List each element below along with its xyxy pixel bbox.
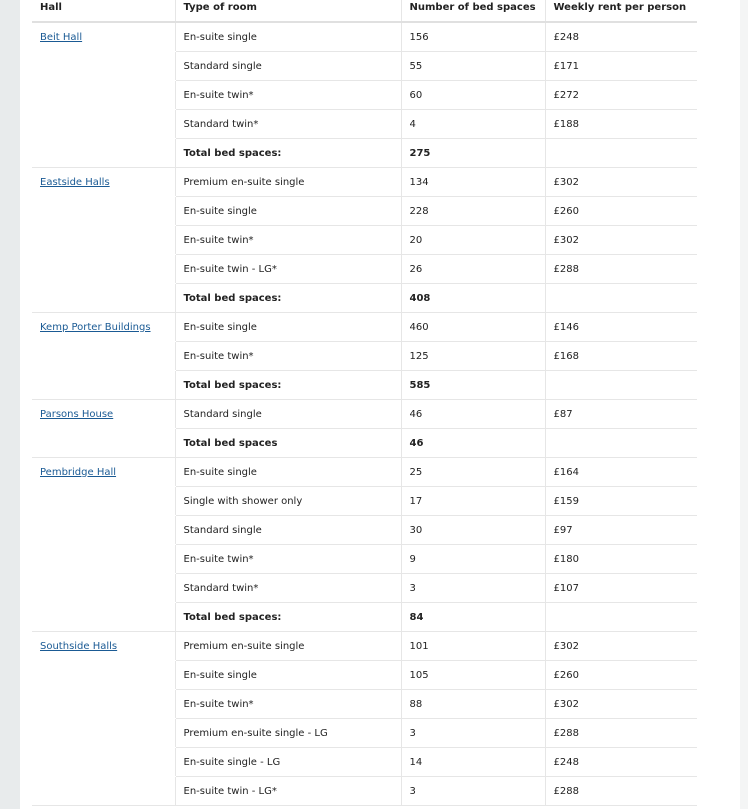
cell-hall [32,342,175,371]
table-total-row [32,284,697,313]
table-row [32,342,697,371]
cell-hall [32,110,175,139]
cell-bed-spaces: 20 [401,226,545,255]
cell-bed-spaces: 3 [401,719,545,748]
cell-room-type: En-suite single [175,661,401,690]
cell-room-type: En-suite twin* [175,342,401,371]
cell-room-type: Total bed spaces: [175,603,401,632]
cell-weekly-rent [545,429,697,458]
cell-weekly-rent: £97 [545,516,697,545]
hall-link[interactable]: Southside Halls [40,640,118,652]
cell-room-type: Premium en-suite single [175,168,401,197]
table-row [32,574,697,603]
cell-hall [32,284,175,313]
cell-hall [32,458,175,487]
cell-weekly-rent: £302 [545,226,697,255]
cell-room-type: En-suite twin* [175,226,401,255]
cell-weekly-rent [545,139,697,168]
cell-room-type: Single with shower only [175,487,401,516]
table-row [32,313,697,342]
table-row [32,168,697,197]
table-body [32,22,697,806]
cell-hall [32,168,175,197]
cell-bed-spaces: 88 [401,690,545,719]
cell-room-type: Premium en-suite single - LG [175,719,401,748]
cell-room-type: Standard single [175,400,401,429]
header-bed-spaces: Number of bed spaces [401,0,545,22]
cell-bed-spaces: 60 [401,81,545,110]
cell-bed-spaces: 105 [401,661,545,690]
cell-room-type: Total bed spaces [175,429,401,458]
table-row [32,81,697,110]
cell-bed-spaces: 4 [401,110,545,139]
table-row [32,719,697,748]
cell-room-type: En-suite twin - LG* [175,255,401,284]
header-type-of-room: Type of room [175,0,401,22]
header-hall: Hall [32,0,175,22]
table-row [32,748,697,777]
cell-hall [32,545,175,574]
hall-link[interactable]: Parsons House [40,408,114,420]
cell-hall [32,603,175,632]
table-total-row [32,603,697,632]
cell-weekly-rent: £288 [545,777,697,806]
cell-hall [32,748,175,777]
cell-bed-spaces: 25 [401,458,545,487]
cell-bed-spaces: 228 [401,197,545,226]
cell-weekly-rent [545,371,697,400]
cell-room-type: Premium en-suite single [175,632,401,661]
cell-weekly-rent: £87 [545,400,697,429]
cell-room-type: En-suite single - LG [175,748,401,777]
cell-bed-spaces: 46 [401,400,545,429]
cell-room-type: Standard single [175,52,401,81]
cell-weekly-rent: £159 [545,487,697,516]
cell-room-type: En-suite twin* [175,81,401,110]
table-row [32,690,697,719]
header-weekly-rent: Weekly rent per person [545,0,697,22]
table-row [32,52,697,81]
table-row [32,458,697,487]
cell-weekly-rent: £260 [545,197,697,226]
cell-weekly-rent: £168 [545,342,697,371]
cell-bed-spaces: 460 [401,313,545,342]
cell-weekly-rent: £171 [545,52,697,81]
cell-weekly-rent: £302 [545,168,697,197]
cell-weekly-rent: £146 [545,313,697,342]
cell-bed-spaces: 3 [401,777,545,806]
table-row [32,777,697,806]
cell-bed-spaces: 55 [401,52,545,81]
table-row [32,255,697,284]
cell-hall [32,197,175,226]
cell-bed-spaces: 125 [401,342,545,371]
cell-room-type: Total bed spaces: [175,139,401,168]
cell-weekly-rent: £107 [545,574,697,603]
cell-bed-spaces: 9 [401,545,545,574]
cell-hall [32,516,175,545]
cell-hall [32,487,175,516]
cell-hall [32,661,175,690]
cell-hall [32,690,175,719]
page-scroll-gutter [740,0,748,809]
cell-hall [32,81,175,110]
cell-bed-spaces: 30 [401,516,545,545]
cell-bed-spaces: 134 [401,168,545,197]
cell-bed-spaces: 408 [401,284,545,313]
cell-hall [32,719,175,748]
hall-link[interactable]: Eastside Halls [40,176,110,188]
cell-hall [32,52,175,81]
table-row [32,22,697,52]
table-row [32,110,697,139]
hall-link[interactable]: Kemp Porter Buildings [40,321,151,333]
cell-weekly-rent: £248 [545,748,697,777]
cell-weekly-rent: £248 [545,22,697,52]
cell-bed-spaces: 101 [401,632,545,661]
cell-room-type: En-suite single [175,458,401,487]
cell-hall [32,22,175,52]
cell-bed-spaces: 275 [401,139,545,168]
cell-hall [32,139,175,168]
accommodation-table [32,0,697,806]
cell-room-type: En-suite single [175,22,401,52]
cell-bed-spaces: 156 [401,22,545,52]
table-row [32,661,697,690]
cell-room-type: Standard single [175,516,401,545]
cell-weekly-rent: £288 [545,719,697,748]
hall-link[interactable]: Pembridge Hall [40,466,117,478]
cell-weekly-rent: £188 [545,110,697,139]
cell-room-type: En-suite twin - LG* [175,777,401,806]
cell-hall [32,632,175,661]
table-total-row [32,139,697,168]
cell-bed-spaces: 14 [401,748,545,777]
table-row [32,487,697,516]
cell-bed-spaces: 3 [401,574,545,603]
cell-hall [32,226,175,255]
cell-bed-spaces: 585 [401,371,545,400]
table-row [32,632,697,661]
cell-weekly-rent: £164 [545,458,697,487]
cell-room-type: Total bed spaces: [175,371,401,400]
cell-hall [32,777,175,806]
cell-hall [32,313,175,342]
table-row [32,545,697,574]
table-total-row [32,429,697,458]
hall-link[interactable]: Beit Hall [40,31,83,43]
cell-weekly-rent: £302 [545,690,697,719]
cell-hall [32,429,175,458]
table-total-row [32,371,697,400]
cell-room-type: En-suite twin* [175,690,401,719]
cell-hall [32,400,175,429]
table-row [32,400,697,429]
cell-hall [32,255,175,284]
cell-hall [32,574,175,603]
cell-weekly-rent: £272 [545,81,697,110]
cell-room-type: En-suite twin* [175,545,401,574]
table-row [32,226,697,255]
cell-weekly-rent [545,284,697,313]
cell-weekly-rent: £180 [545,545,697,574]
cell-room-type: En-suite single [175,313,401,342]
cell-room-type: Standard twin* [175,574,401,603]
cell-weekly-rent: £302 [545,632,697,661]
table-row [32,516,697,545]
cell-bed-spaces: 46 [401,429,545,458]
cell-room-type: En-suite single [175,197,401,226]
cell-room-type: Standard twin* [175,110,401,139]
table-header-row [32,0,697,22]
cell-weekly-rent [545,603,697,632]
cell-weekly-rent: £260 [545,661,697,690]
cell-bed-spaces: 26 [401,255,545,284]
cell-room-type: Total bed spaces: [175,284,401,313]
cell-bed-spaces: 17 [401,487,545,516]
table-row [32,197,697,226]
cell-hall [32,371,175,400]
cell-weekly-rent: £288 [545,255,697,284]
cell-bed-spaces: 84 [401,603,545,632]
